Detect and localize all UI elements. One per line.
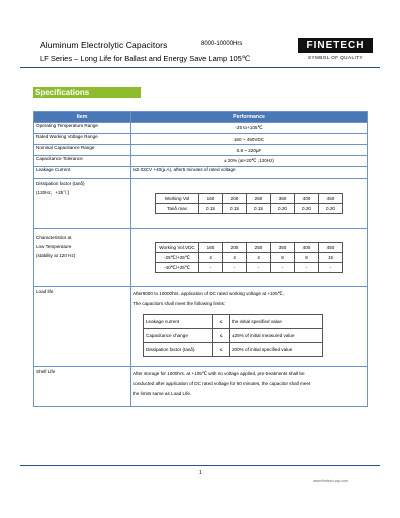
voltage-cell: 400 xyxy=(295,194,319,204)
ratio-cell: - xyxy=(199,263,223,273)
shelf-life-text-2: conducted after application of DC rated voltage for 60 minutes, the capacitor shall meet xyxy=(133,381,311,386)
dissipation-condition: (120Hz，+25℃) xyxy=(36,190,70,195)
ratio-label: -25℃/+25℃ xyxy=(156,253,199,263)
ratio-cell: - xyxy=(223,263,247,273)
table-row xyxy=(34,156,368,167)
voltage-row xyxy=(156,243,343,253)
table-row xyxy=(34,145,368,156)
perf-cell xyxy=(131,179,368,229)
ratio-cell: - xyxy=(247,263,271,273)
low-temp-subtable xyxy=(155,242,343,273)
table-row xyxy=(34,134,368,145)
voltage-label: Working Vol.VDC xyxy=(156,243,199,253)
item-cell: Leakage Current xyxy=(34,167,131,179)
ratio-cell: - xyxy=(295,263,319,273)
table-row xyxy=(34,229,368,287)
tan-delta-label: Tanδ max xyxy=(156,204,199,214)
finetech-logo xyxy=(298,38,373,62)
perf-cell: 160 ~ 450VDC xyxy=(131,134,368,145)
header-performance: Performance xyxy=(131,112,368,123)
document-title: Aluminum Electrolytic Capacitors xyxy=(40,40,168,50)
ratio-cell: 8 xyxy=(271,253,295,263)
voltage-cell: 160 xyxy=(199,243,223,253)
voltage-cell: 450 xyxy=(319,243,343,253)
load-life-limits xyxy=(143,314,323,357)
limit-row xyxy=(144,343,323,357)
logo-wordmark: FINETECH xyxy=(298,38,373,53)
voltage-cell: 350 xyxy=(271,194,295,204)
limit-name: Dissipation factor (tanδ) xyxy=(144,343,213,357)
item-cell: Operating Temperature Range xyxy=(34,123,131,134)
ratio-cell: 4 xyxy=(247,253,271,263)
footer-note: www.finetech-cap.com xyxy=(313,479,349,483)
voltage-cell: 450 xyxy=(319,194,343,204)
voltage-cell: 400 xyxy=(295,243,319,253)
tan-delta-cell: 0.20 xyxy=(319,204,343,214)
series-subtitle: LF Series – Long Life for Ballast and Energy Save Lamp 105℃ xyxy=(40,54,251,63)
ratio-cell: - xyxy=(271,263,295,273)
voltage-cell: 250 xyxy=(247,194,271,204)
tan-delta-cell: 0.15 xyxy=(223,204,247,214)
ratio-cell: 8 xyxy=(295,253,319,263)
perf-cell xyxy=(131,367,368,407)
item-cell: Capacitance Tolerance xyxy=(34,156,131,167)
footer-rule xyxy=(20,465,380,466)
low-temp-label-2: Low Temperature xyxy=(36,244,72,249)
limit-value: the initial specified value xyxy=(230,315,323,329)
perf-cell xyxy=(131,229,368,287)
perf-cell: I≤0.03CV +40(µ A), after5 minutes of rated voltage xyxy=(131,167,368,179)
header-item: Item xyxy=(34,112,131,123)
table-row xyxy=(34,179,368,229)
item-cell: Rated Working Voltage Range xyxy=(34,134,131,145)
limit-value: ±25% of initial measured value xyxy=(230,329,323,343)
ratio-cell: 4 xyxy=(199,253,223,263)
tan-delta-cell: 0.15 xyxy=(199,204,223,214)
perf-cell xyxy=(131,287,368,367)
item-cell xyxy=(34,229,131,287)
tan-delta-cell: 0.20 xyxy=(271,204,295,214)
limit-row xyxy=(144,329,323,343)
item-cell: Nominal Capacitance Range xyxy=(34,145,131,156)
logo-tagline: SYMBOL OF QUALITY xyxy=(307,55,364,60)
voltage-cell: 350 xyxy=(271,243,295,253)
table-row xyxy=(34,123,368,134)
limit-name: Capacitance change xyxy=(144,329,213,343)
limit-symbol: ≤ xyxy=(213,329,230,343)
low-temp-label-3: (stability at 120 Hz) xyxy=(36,253,76,258)
limit-row xyxy=(144,315,323,329)
load-life-text-1: After8000 to 10000hrs. application of DC rated working voltage at +105℃, xyxy=(133,291,285,296)
limit-name: Leakage current xyxy=(144,315,213,329)
low-temp-label-1: Characteristics at xyxy=(36,235,72,240)
table-header-row xyxy=(34,112,368,123)
ratio-row xyxy=(156,263,343,273)
tan-delta-cell: 0.20 xyxy=(295,204,319,214)
ratio-label: -40℃/+25℃ xyxy=(156,263,199,273)
perf-cell: -25 to+105℃ xyxy=(131,123,368,134)
ratio-cell: 4 xyxy=(223,253,247,263)
tan-delta-cell: 0.15 xyxy=(247,204,271,214)
voltage-label: Working Vol xyxy=(156,194,199,204)
table-row xyxy=(34,287,368,367)
limit-value: 200% of initial specified value xyxy=(230,343,323,357)
ratio-row xyxy=(156,253,343,263)
item-cell xyxy=(34,179,131,229)
voltage-cell: 250 xyxy=(247,243,271,253)
header-rule xyxy=(20,67,380,68)
table-row xyxy=(34,367,368,407)
voltage-row xyxy=(156,194,343,204)
voltage-cell: 200 xyxy=(223,194,247,204)
limit-symbol: ≤ xyxy=(213,315,230,329)
perf-cell: ± 20% (at+20℃ ,120Hz) xyxy=(131,156,368,167)
voltage-cell: 200 xyxy=(223,243,247,253)
lifetime-hours: 8000-10000Hrs xyxy=(201,41,243,47)
dissipation-label: Dissipation factor (tanδ) xyxy=(36,181,85,186)
ratio-cell: 15 xyxy=(319,253,343,263)
shelf-life-text-3: the limits same as Load Life. xyxy=(133,391,192,396)
limit-symbol: ≤ xyxy=(213,343,230,357)
item-cell: Load life xyxy=(34,287,131,367)
section-title: Specifications xyxy=(35,88,90,97)
item-cell: Shelf Life xyxy=(34,367,131,407)
page-number: 1 xyxy=(199,470,202,476)
ratio-cell: - xyxy=(319,263,343,273)
specifications-table xyxy=(33,111,368,407)
dissipation-subtable xyxy=(155,193,343,214)
tan-delta-row xyxy=(156,204,343,214)
table-row xyxy=(34,167,368,179)
perf-cell: 0.8 ~ 220µF xyxy=(131,145,368,156)
load-life-text-2: The capacitors shall meet the following limits: xyxy=(133,301,226,306)
shelf-life-text-1: After storage for 1000hrs. at +105℃ with no voltage applied, pre-treatments shall be xyxy=(133,371,305,376)
voltage-cell: 160 xyxy=(199,194,223,204)
